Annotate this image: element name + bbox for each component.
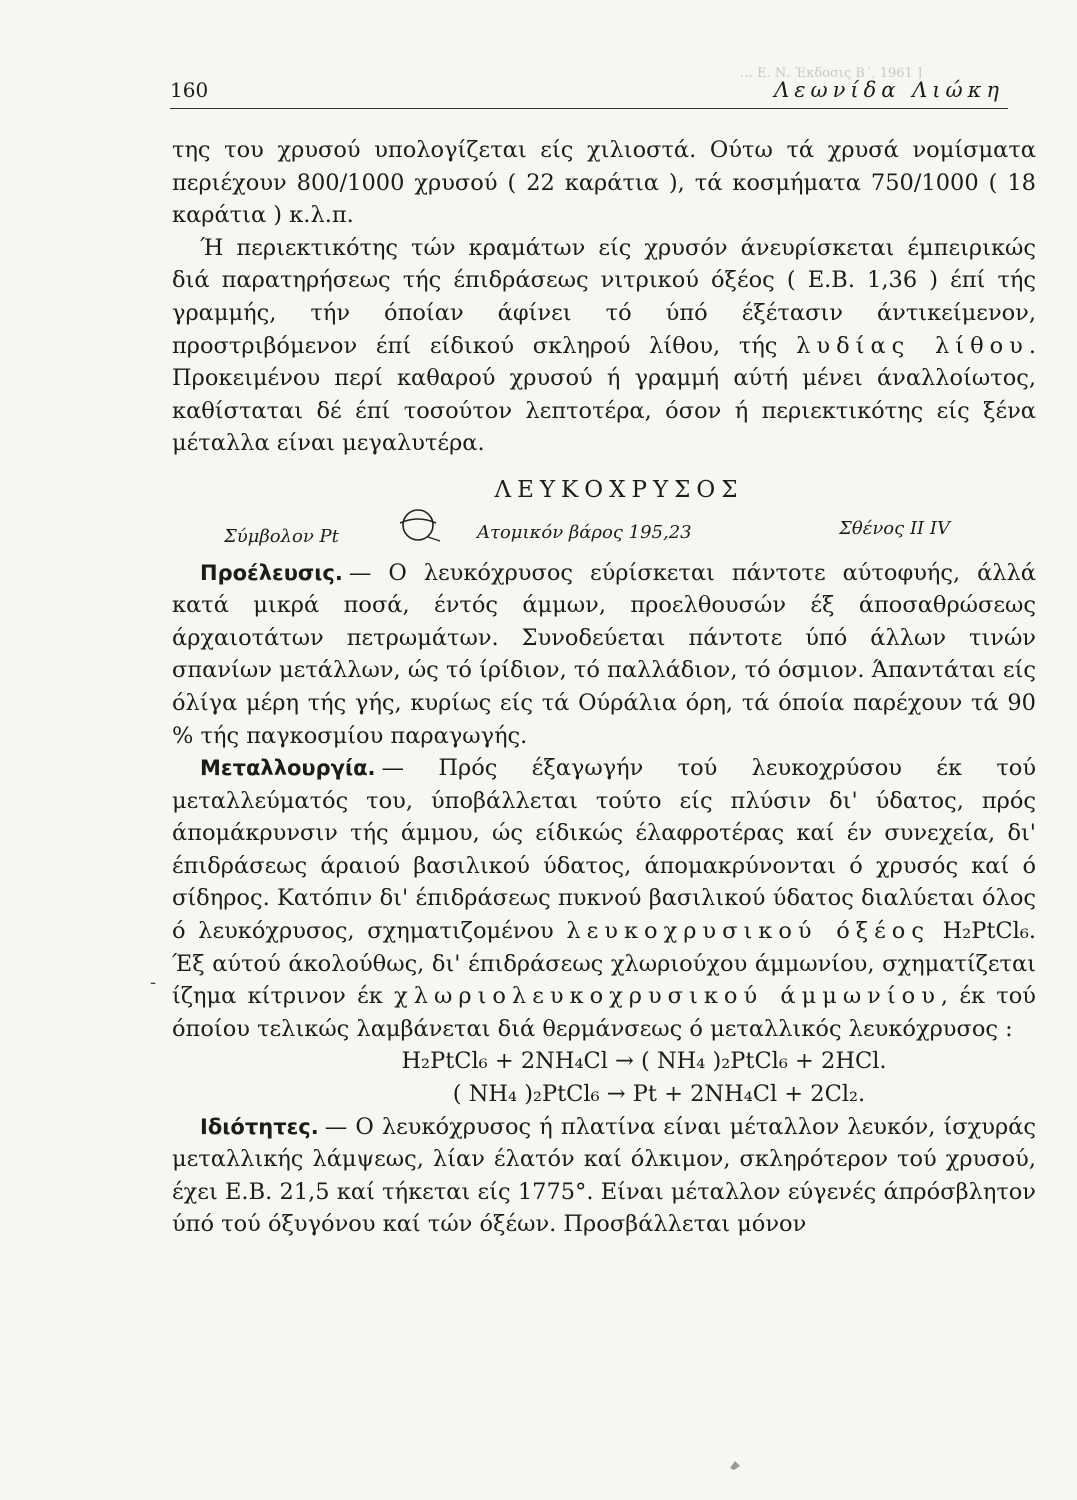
metallurgy-formula-1: H₂PtCl₆. [942, 918, 1036, 945]
ink-speck-icon [728, 1458, 742, 1472]
metallurgy-term-1: λευκοχρυσικού όξέος [566, 918, 930, 945]
properties-title: Ιδιότητες. [200, 1114, 319, 1139]
provenance-text: Ο λευκόχρυσος εύρίσκεται πάντοτε αύτοφυής, άλλά κατά μικρά ποσά, έντός άμμων, προελθουσών έξ άποσαθρώσεως άρχαιοτάτων πετρωμάτων. Συνοδεύεται πάντοτε ύπό άλλων τινών σπανίων μετάλλων, ώς τό ίρίδιον, τό παλλάδιον, τό όσμιον. Άπαντάται είς όλίγα μέρη τής γής, κυρίως είς τά Ούράλια όρη, τά όποία παρέχουν τά 90 % τής παγκοσμίου παραγωγής. [172, 559, 1036, 749]
properties-dash: — [324, 1113, 348, 1140]
properties-text: Ο λευκόχρυσος ή πλατίνα είναι μέταλλον λευκόν, ίσχυράς μεταλλικής λάμψεως, λίαν έλατόν καί όλκιμον, σκληρότερον τού χρυσού, έχει Ε.Β. 21,5 καί τήκεται είς 1775°. Είναι μέταλλον εύγενές άπρόσβλητον ύπό τού όξυγόνου καί τών όξέων. Προσβάλλεται μόνον [172, 1113, 1036, 1238]
equation-2: ( NH₄ )₂PtCl₆ → Pt + 2NH₄Cl + 2Cl₂. [452, 1081, 866, 1108]
element-meta [172, 513, 1036, 557]
running-head: Λεωνίδα Λιώκη [774, 78, 1004, 102]
page-header [170, 72, 1008, 109]
metallurgy-title: Μεταλλουργία. [200, 756, 376, 781]
touchstone-term: λυδίας λίθου [796, 332, 1029, 359]
paragraph-alloy-purity: της του χρυσού υπολογίζεται είς χιλιοστά. Ούτω τά χρυσά νομίσματα περιέχουν 800/1000 χρυσού ( 22 καράτια ), τά κοσμήματα 750/1000 ( 18 καράτια ) κ.λ.π. [172, 137, 1036, 229]
provenance-title: Προέλευσις. [200, 560, 343, 585]
equation-1: H₂PtCl₆ + 2NH₄Cl → ( NH₄ )₂PtCl₆ + 2HCl. [401, 1048, 887, 1075]
section-provenance [172, 557, 1036, 753]
metallurgy-dash: — [381, 755, 405, 782]
page-body [172, 134, 1036, 1241]
margin-mark: - [150, 972, 157, 993]
atomic-weight: Ατομικόν βάρος 195,23 [477, 521, 692, 543]
element-heading: ΛΕΥΚΟΧΡΥΣΟΣ [494, 476, 744, 503]
metallurgy-text-1: Πρός έξαγωγήν τού λευκοχρύσου έκ τού μεταλλεύματός του, ύποβάλλεται τούτο είς πλύσιν δι' ύδατος, πρός άπομάκρυνσιν τής άμμου, ώς είδικώς έλαφροτέρας καί έν συνεχεία, δι' έπιδράσεως άραιού βασιλικού ύδατος, άπομακρύνονται ό χρυσός καί ό σίδηρος. Κατόπιν δι' έπιδράσεως πυκνού βασιλικού ύδατος διαλύεται όλος ό λευκόχρυσος, σχηματιζομένου [172, 755, 1036, 945]
page-number: 160 [170, 78, 209, 102]
section-properties [172, 1111, 1036, 1241]
element-symbol: Σύμβολον Pt [224, 525, 339, 547]
touchstone-text-a: Ή περιεκτικότης τών κραμάτων είς χρυσόν άνευρίσκεται έμπειρικώς διά παρατηρήσεως τής έπιδράσεως νιτρικού όξέος ( Ε.Β. 1,36 ) έπί τής γραμμής, τήν όποίαν άφίνει τό ύπό έξέτασιν άντικείμενον, προστριβόμενον έπί είδικού σκληρού λίθου, τής [172, 234, 1036, 359]
section-metallurgy [172, 752, 1036, 1045]
bleed-through-text: … Ε. Ν. Έκδοσις Β΄, 1961 ] [740, 66, 922, 81]
paragraph-touchstone [172, 232, 1036, 460]
touchstone-text-b: . Προκειμένου περί καθαρού χρυσού ή γραμμή αύτή μένει άναλλοίωτος, καθίσταται δέ έπί τοσούτον λεπτοτέρα, όσον ή περιεκτικότης είς ξένα μέταλλα είναι μεγαλυτέρα. [172, 332, 1036, 457]
valence: Σθένος II IV [839, 517, 950, 539]
provenance-dash: — [348, 559, 372, 586]
metallurgy-text-2: Έξ αύτού άκολούθως, δι' έπιδράσεως χλωριούχου άμμωνίου, σχηματίζεται ίζημα κίτρινον έκ [172, 950, 1036, 1010]
platinum-symbol-icon [398, 501, 442, 549]
metallurgy-term-2: χλωριολευκοχρυσικού άμμωνίου [394, 983, 941, 1010]
metallurgy-text-3: , έκ τού όποίου τελικώς λαμβάνεται διά θερμάνσεως ό μεταλλικός λευκόχρυσος : [172, 983, 1036, 1042]
